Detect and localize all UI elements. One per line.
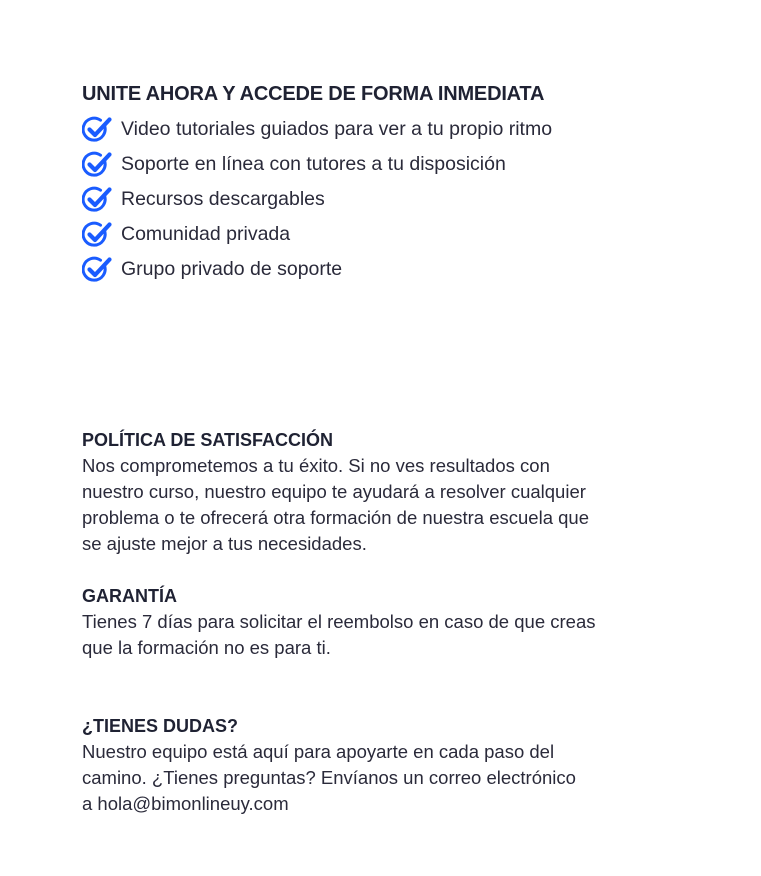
check-circle-icon — [82, 151, 112, 179]
check-circle-icon — [82, 116, 112, 144]
questions-line: Nuestro equipo está aquí para apoyarte en cada paso del — [82, 741, 555, 762]
questions-title: ¿TIENES DUDAS? — [82, 716, 239, 736]
guarantee-line: que la formación no es para ti. — [82, 637, 331, 658]
policy-line: nuestro curso, nuestro equipo te ayudará a resolver cualquier — [82, 481, 586, 502]
policy-body — [82, 453, 682, 557]
guarantee-section — [82, 583, 682, 661]
policy-line: problema o te ofrecerá otra formación de nuestra escuela que — [82, 507, 589, 528]
list-item — [82, 252, 682, 287]
check-circle-icon — [82, 256, 112, 284]
benefit-label: Recursos descargables — [121, 188, 325, 210]
benefit-label: Soporte en línea con tutores a tu disposición — [121, 153, 506, 175]
offer-section — [82, 80, 682, 287]
check-circle-icon — [82, 221, 112, 249]
list-item — [82, 112, 682, 147]
list-item — [82, 217, 682, 252]
guarantee-line: Tienes 7 días para solicitar el reembolso en caso de que creas — [82, 611, 596, 632]
list-item — [82, 182, 682, 217]
policy-line: Nos comprometemos a tu éxito. Si no ves resultados con — [82, 455, 550, 476]
guarantee-title: GARANTÍA — [82, 586, 177, 606]
questions-body — [82, 739, 682, 817]
list-item — [82, 147, 682, 182]
guarantee-body — [82, 609, 682, 661]
satisfaction-policy-section — [82, 427, 682, 557]
benefit-label: Video tutoriales guiados para ver a tu propio ritmo — [121, 118, 553, 140]
benefit-label: Grupo privado de soporte — [121, 258, 343, 280]
benefit-label: Comunidad privada — [121, 223, 291, 245]
benefits-list — [82, 112, 682, 287]
policy-line: se ajuste mejor a tus necesidades. — [82, 533, 367, 554]
questions-section — [82, 713, 682, 817]
contact-email-line: a hola@bimonlineuy.com — [82, 793, 289, 814]
check-circle-icon — [82, 186, 112, 214]
offer-heading: UNITE AHORA Y ACCEDE DE FORMA INMEDIATA — [82, 83, 545, 105]
policy-title: POLÍTICA DE SATISFACCIÓN — [82, 430, 334, 450]
questions-line: camino. ¿Tienes preguntas? Envíanos un correo electrónico — [82, 767, 576, 788]
